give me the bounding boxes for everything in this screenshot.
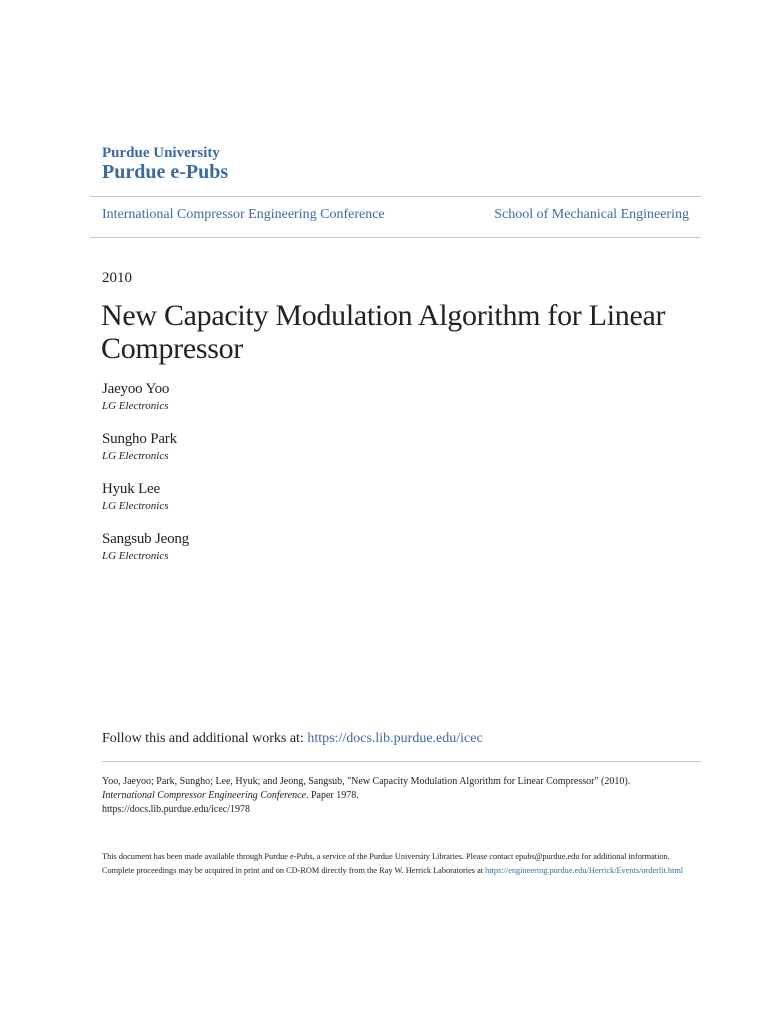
citation-paper-number: . Paper 1978. (305, 790, 359, 801)
follow-line (102, 731, 483, 747)
notice-block (102, 850, 702, 878)
notice-availability: This document has been made available through Purdue e-Pubs, a service of the Purdue University Libraries. Please contact epubs@purdue.edu for additional information. (102, 852, 670, 861)
conference-link[interactable]: International Compressor Engineering Conference (102, 207, 385, 222)
follow-text: Follow this and additional works at: (102, 731, 308, 746)
author-name[interactable]: Hyuk Lee (102, 481, 160, 497)
publication-year: 2010 (102, 270, 132, 286)
author-entry (102, 480, 502, 530)
paper-title: New Capacity Modulation Algorithm for Linear Compressor (101, 299, 666, 365)
notice-proceedings-text: Complete proceedings may be acquired in print and on CD-ROM directly from the Ray W. Herrick Laboratories at (102, 866, 486, 875)
school-link[interactable]: School of Mechanical Engineering (494, 207, 689, 222)
notice-proceedings (102, 864, 702, 878)
university-name: Purdue University (102, 145, 220, 161)
citation-text: Yoo, Jaeyoo; Park, Sungho; Lee, Hyuk; and Jeong, Sangsub, "New Capacity Modulation Algorithm for Linear Compressor" (2010). (102, 776, 631, 787)
herrick-link[interactable]: https://engineering.purdue.edu/Herrick/Events/orderlit.html (485, 866, 684, 875)
repository-name[interactable]: Purdue e-Pubs (102, 161, 229, 183)
author-affiliation: LG Electronics (102, 500, 169, 512)
author-name[interactable]: Sangsub Jeong (102, 531, 189, 547)
citation-venue-line (102, 789, 702, 803)
author-entry (102, 530, 502, 580)
citation-url[interactable]: https://docs.lib.purdue.edu/icec/1978 (102, 804, 251, 815)
citation-venue: International Compressor Engineering Conference (102, 790, 306, 801)
author-affiliation: LG Electronics (102, 550, 169, 562)
author-entry (102, 430, 502, 480)
follow-link[interactable]: https://docs.lib.purdue.edu/icec (307, 731, 483, 746)
author-affiliation: LG Electronics (102, 450, 169, 462)
divider-citation (102, 761, 701, 762)
citation-block (102, 775, 702, 817)
author-affiliation: LG Electronics (102, 400, 169, 412)
author-list (102, 380, 502, 580)
author-name[interactable]: Sungho Park (102, 431, 177, 447)
divider-top (90, 196, 701, 197)
divider-bottom (90, 237, 701, 238)
author-name[interactable]: Jaeyoo Yoo (102, 381, 170, 397)
author-entry (102, 380, 502, 430)
